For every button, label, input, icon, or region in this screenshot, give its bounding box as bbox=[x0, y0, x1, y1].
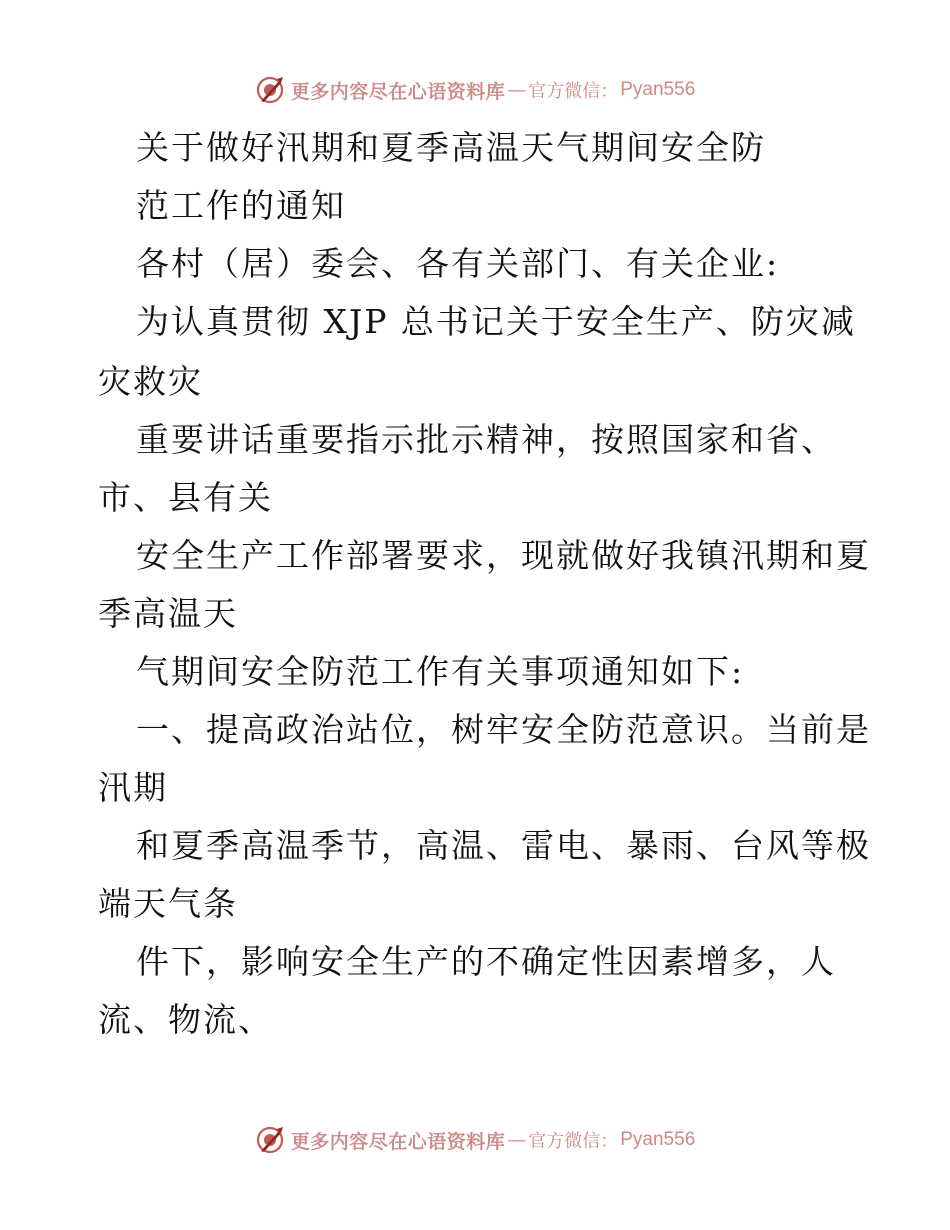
document-title-line-2: 范工作的通知 bbox=[136, 186, 346, 225]
section-heading-line: 一、提高政治站位，树牢安全防范意识。当前是 bbox=[136, 710, 871, 749]
paragraph-line: 件下，影响安全生产的不确定性因素增多，人 bbox=[136, 942, 836, 981]
paragraph-line: 汛期 bbox=[98, 768, 168, 807]
paragraph-line: 为认真贯彻 XJP 总书记关于安全生产、防灾减 bbox=[136, 302, 856, 341]
paragraph-line: 端天气条 bbox=[98, 884, 238, 923]
paragraph-line: 安全生产工作部署要求，现就做好我镇汛期和夏 bbox=[136, 536, 871, 575]
paragraph-line: 和夏季高温季节，高温、雷电、暴雨、台风等极 bbox=[136, 826, 871, 865]
banner-dash: — bbox=[507, 1129, 527, 1151]
banner-wechat-id: Pyan556 bbox=[620, 79, 696, 100]
banner-wechat-label: 官方微信： bbox=[528, 81, 619, 102]
document-salutation: 各村（居）委会、各有关部门、有关企业: bbox=[136, 244, 780, 283]
paragraph-line: 重要讲话重要指示批示精神，按照国家和省、 bbox=[136, 420, 836, 459]
banner-wechat-id: Pyan556 bbox=[620, 1129, 696, 1150]
paragraph-line: 流、物流、 bbox=[98, 1000, 273, 1039]
quill-logo-icon bbox=[255, 75, 285, 105]
paragraph-line: 气期间安全防范工作有关事项通知如下: bbox=[136, 652, 745, 691]
paragraph-line: 灾救灾 bbox=[98, 362, 203, 401]
banner-dash: — bbox=[507, 79, 527, 101]
banner-site-name: 更多内容尽在心语资料库 bbox=[290, 80, 506, 103]
document-title-line-1: 关于做好汛期和夏季高温天气期间安全防 bbox=[136, 128, 766, 167]
paragraph-line: 市、县有关 bbox=[98, 478, 273, 517]
banner-site-name: 更多内容尽在心语资料库 bbox=[290, 1130, 506, 1153]
paragraph-line: 季高温天 bbox=[98, 594, 238, 633]
footer-watermark-banner bbox=[0, 1120, 950, 1160]
quill-logo-icon bbox=[255, 1125, 285, 1155]
header-watermark-banner bbox=[0, 70, 950, 110]
banner-wechat-label: 官方微信： bbox=[528, 1131, 619, 1152]
